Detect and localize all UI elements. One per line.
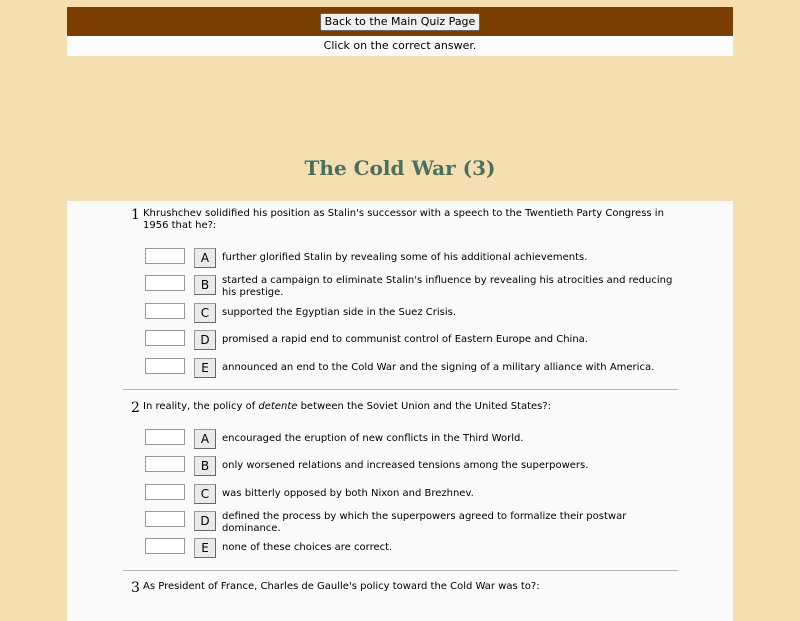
- answer-feedback-box: [145, 275, 185, 291]
- answer-feedback-box: [145, 538, 185, 554]
- answer-option: [145, 511, 675, 534]
- top-nav-bar: [67, 7, 733, 36]
- question-number: 2: [131, 400, 140, 416]
- question-number: 3: [131, 580, 140, 596]
- answer-option: [145, 248, 675, 268]
- answer-option: [145, 303, 675, 323]
- answer-text: promised a rapid end to communist control of Eastern Europe and China.: [222, 334, 588, 345]
- answer-option: [145, 538, 675, 558]
- answer-text: defined the process by which the superpowers agreed to formalize their postwar dominance.: [222, 511, 627, 534]
- answer-option: [145, 358, 675, 378]
- quiz-panel: [67, 201, 733, 621]
- page-title: The Cold War (3): [304, 156, 496, 180]
- answer-feedback-box: [145, 484, 185, 500]
- answer-text: none of these choices are correct.: [222, 542, 393, 553]
- answer-feedback-box: [145, 456, 185, 472]
- answer-button-c[interactable]: C: [194, 484, 216, 504]
- answer-option: [145, 330, 675, 350]
- answer-option: [145, 456, 675, 476]
- answer-text: announced an end to the Cold War and the signing of a military alliance with America.: [222, 362, 655, 373]
- answer-option: [145, 484, 675, 504]
- answer-button-d[interactable]: D: [194, 511, 216, 531]
- answer-button-a[interactable]: A: [194, 429, 216, 449]
- answer-text: was bitterly opposed by both Nixon and Brezhnev.: [222, 488, 474, 499]
- question-divider: [123, 570, 678, 571]
- answer-text: supported the Egyptian side in the Suez Crisis.: [222, 307, 457, 318]
- question-text: [143, 401, 673, 413]
- answer-button-c[interactable]: C: [194, 303, 216, 323]
- question-text: Khrushchev solidified his position as Stalin's successor with a speech to the Twentieth Party Congress in 1956 that he?:: [143, 208, 664, 231]
- question-text-end: between the Soviet Union and the United States?:: [297, 401, 552, 412]
- question-number: 1: [131, 207, 140, 223]
- answer-button-b[interactable]: B: [194, 275, 216, 295]
- question-divider: [123, 389, 678, 390]
- answer-text: encouraged the eruption of new conflicts in the Third World.: [222, 433, 524, 444]
- back-to-main-quiz-button[interactable]: Back to the Main Quiz Page: [320, 13, 481, 31]
- answer-button-e[interactable]: E: [194, 358, 216, 378]
- answer-text: further glorified Stalin by revealing some of his additional achievements.: [222, 252, 588, 263]
- answer-option: [145, 429, 675, 449]
- answer-feedback-box: [145, 248, 185, 264]
- answer-feedback-box: [145, 303, 185, 319]
- question-text-emphasis: detente: [258, 401, 298, 412]
- answer-button-b[interactable]: B: [194, 456, 216, 476]
- answer-feedback-box: [145, 429, 185, 445]
- answer-text: only worsened relations and increased tensions among the superpowers.: [222, 460, 589, 471]
- answer-button-a[interactable]: A: [194, 248, 216, 268]
- answer-feedback-box: [145, 511, 185, 527]
- answer-button-d[interactable]: D: [194, 330, 216, 350]
- answer-option: [145, 275, 675, 298]
- answer-text: started a campaign to eliminate Stalin's influence by revealing his atrocities and reducing his prestige.: [222, 275, 673, 298]
- answer-feedback-box: [145, 358, 185, 374]
- answer-button-e[interactable]: E: [194, 538, 216, 558]
- question-text: As President of France, Charles de Gaulle's policy toward the Cold War was to?:: [143, 581, 540, 592]
- question-text-start: In reality, the policy of: [143, 401, 259, 412]
- answer-feedback-box: [145, 330, 185, 346]
- instruction-text: Click on the correct answer.: [67, 36, 733, 56]
